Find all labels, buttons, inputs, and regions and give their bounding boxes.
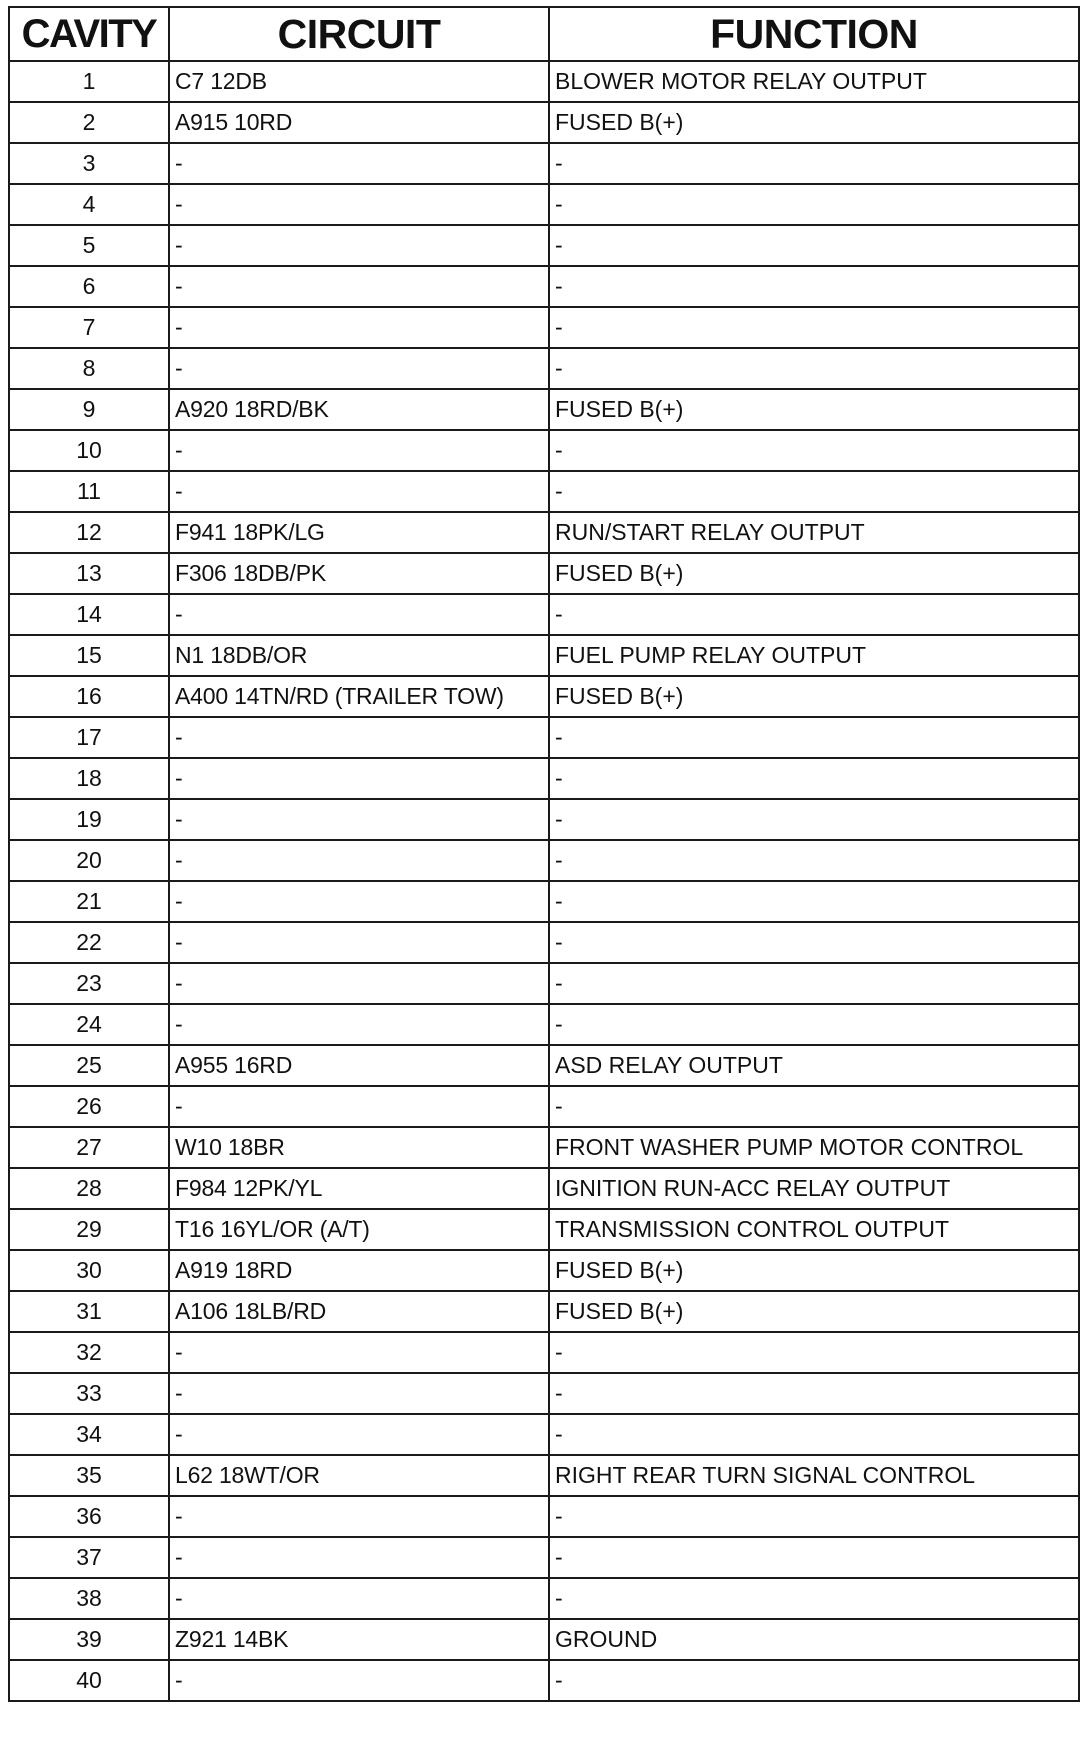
table-row [9, 1045, 1079, 1086]
table-row [9, 1209, 1079, 1250]
table-row [9, 963, 1079, 1004]
cavity-cell: 4 [9, 184, 169, 225]
cavity-cell: 9 [9, 389, 169, 430]
function-cell: - [549, 307, 1079, 348]
function-cell: - [549, 594, 1079, 635]
cavity-cell: 33 [9, 1373, 169, 1414]
table-row [9, 553, 1079, 594]
function-cell: FUSED B(+) [549, 1291, 1079, 1332]
cavity-cell: 32 [9, 1332, 169, 1373]
cavity-cell: 5 [9, 225, 169, 266]
circuit-cell: - [169, 348, 549, 389]
cavity-cell: 27 [9, 1127, 169, 1168]
circuit-cell: F941 18PK/LG [169, 512, 549, 553]
function-cell: - [549, 1414, 1079, 1455]
cavity-cell: 20 [9, 840, 169, 881]
table-row [9, 1578, 1079, 1619]
function-cell: FUSED B(+) [549, 1250, 1079, 1291]
circuit-cell: W10 18BR [169, 1127, 549, 1168]
cavity-cell: 11 [9, 471, 169, 512]
function-cell: GROUND [549, 1619, 1079, 1660]
cavity-cell: 39 [9, 1619, 169, 1660]
table-row [9, 717, 1079, 758]
function-cell: - [549, 840, 1079, 881]
circuit-cell: Z921 14BK [169, 1619, 549, 1660]
cavity-cell: 36 [9, 1496, 169, 1537]
cavity-cell: 31 [9, 1291, 169, 1332]
table-row [9, 225, 1079, 266]
function-cell: IGNITION RUN-ACC RELAY OUTPUT [549, 1168, 1079, 1209]
table-row [9, 1455, 1079, 1496]
cavity-cell: 22 [9, 922, 169, 963]
cavity-cell: 15 [9, 635, 169, 676]
cavity-cell: 38 [9, 1578, 169, 1619]
table-row [9, 1537, 1079, 1578]
function-cell: TRANSMISSION CONTROL OUTPUT [549, 1209, 1079, 1250]
cavity-cell: 30 [9, 1250, 169, 1291]
circuit-cell: - [169, 758, 549, 799]
cavity-cell: 7 [9, 307, 169, 348]
function-cell: - [549, 799, 1079, 840]
function-cell: - [549, 348, 1079, 389]
circuit-cell: - [169, 922, 549, 963]
function-cell: - [549, 471, 1079, 512]
function-cell: - [549, 717, 1079, 758]
circuit-cell: - [169, 266, 549, 307]
function-cell: - [549, 881, 1079, 922]
function-cell: - [549, 1086, 1079, 1127]
table-row [9, 1496, 1079, 1537]
circuit-cell: - [169, 1086, 549, 1127]
cavity-cell: 16 [9, 676, 169, 717]
table-row [9, 881, 1079, 922]
table-row [9, 266, 1079, 307]
circuit-cell: - [169, 963, 549, 1004]
cavity-cell: 34 [9, 1414, 169, 1455]
table-row [9, 307, 1079, 348]
circuit-cell: - [169, 1660, 549, 1701]
function-cell: - [549, 1496, 1079, 1537]
circuit-cell: - [169, 1414, 549, 1455]
column-header-function: FUNCTION [549, 7, 1079, 61]
circuit-cell: A106 18LB/RD [169, 1291, 549, 1332]
circuit-cell: - [169, 1004, 549, 1045]
cavity-cell: 6 [9, 266, 169, 307]
table-row [9, 430, 1079, 471]
table-row [9, 758, 1079, 799]
function-cell: - [549, 922, 1079, 963]
table-row [9, 1168, 1079, 1209]
function-cell: - [549, 1537, 1079, 1578]
function-cell: FRONT WASHER PUMP MOTOR CONTROL [549, 1127, 1079, 1168]
function-cell: - [549, 266, 1079, 307]
function-cell: FUSED B(+) [549, 676, 1079, 717]
circuit-cell: - [169, 471, 549, 512]
table-row [9, 389, 1079, 430]
cavity-cell: 3 [9, 143, 169, 184]
table-row [9, 348, 1079, 389]
table-row [9, 143, 1079, 184]
circuit-cell: A920 18RD/BK [169, 389, 549, 430]
cavity-cell: 21 [9, 881, 169, 922]
circuit-cell: - [169, 143, 549, 184]
table-row [9, 1291, 1079, 1332]
table-row [9, 676, 1079, 717]
table-row [9, 102, 1079, 143]
function-cell: ASD RELAY OUTPUT [549, 1045, 1079, 1086]
circuit-cell: - [169, 184, 549, 225]
cavity-cell: 28 [9, 1168, 169, 1209]
function-cell: - [549, 1660, 1079, 1701]
cavity-cell: 14 [9, 594, 169, 635]
function-cell: FUSED B(+) [549, 102, 1079, 143]
circuit-cell: - [169, 430, 549, 471]
table-row [9, 635, 1079, 676]
cavity-cell: 40 [9, 1660, 169, 1701]
function-cell: - [549, 225, 1079, 266]
cavity-cell: 35 [9, 1455, 169, 1496]
table-row [9, 840, 1079, 881]
table-row [9, 471, 1079, 512]
function-cell: RUN/START RELAY OUTPUT [549, 512, 1079, 553]
cavity-cell: 23 [9, 963, 169, 1004]
circuit-cell: - [169, 799, 549, 840]
circuit-cell: A915 10RD [169, 102, 549, 143]
function-cell: - [549, 143, 1079, 184]
table-row [9, 1660, 1079, 1701]
cavity-cell: 12 [9, 512, 169, 553]
cavity-cell: 25 [9, 1045, 169, 1086]
circuit-cell: A400 14TN/RD (TRAILER TOW) [169, 676, 549, 717]
function-cell: FUSED B(+) [549, 389, 1079, 430]
connector-pinout-table [8, 6, 1080, 1702]
column-header-circuit: CIRCUIT [169, 7, 549, 61]
circuit-cell: - [169, 1496, 549, 1537]
table-row [9, 594, 1079, 635]
function-cell: FUSED B(+) [549, 553, 1079, 594]
table-row [9, 799, 1079, 840]
table-row [9, 922, 1079, 963]
function-cell: - [549, 1373, 1079, 1414]
circuit-cell: - [169, 1373, 549, 1414]
table-row [9, 1414, 1079, 1455]
circuit-cell: F984 12PK/YL [169, 1168, 549, 1209]
circuit-cell: L62 18WT/OR [169, 1455, 549, 1496]
function-cell: - [549, 758, 1079, 799]
circuit-cell: - [169, 717, 549, 758]
cavity-cell: 8 [9, 348, 169, 389]
table-row [9, 61, 1079, 102]
function-cell: FUEL PUMP RELAY OUTPUT [549, 635, 1079, 676]
cavity-cell: 2 [9, 102, 169, 143]
cavity-cell: 13 [9, 553, 169, 594]
table-row [9, 1086, 1079, 1127]
function-cell: RIGHT REAR TURN SIGNAL CONTROL [549, 1455, 1079, 1496]
circuit-cell: - [169, 881, 549, 922]
cavity-cell: 37 [9, 1537, 169, 1578]
function-cell: - [549, 184, 1079, 225]
cavity-cell: 17 [9, 717, 169, 758]
circuit-cell: - [169, 1332, 549, 1373]
table-row [9, 512, 1079, 553]
circuit-cell: - [169, 840, 549, 881]
circuit-cell: T16 16YL/OR (A/T) [169, 1209, 549, 1250]
circuit-cell: - [169, 1537, 549, 1578]
cavity-cell: 1 [9, 61, 169, 102]
table-body [9, 61, 1079, 1701]
cavity-cell: 19 [9, 799, 169, 840]
circuit-cell: - [169, 1578, 549, 1619]
function-cell: - [549, 1004, 1079, 1045]
function-cell: BLOWER MOTOR RELAY OUTPUT [549, 61, 1079, 102]
cavity-cell: 10 [9, 430, 169, 471]
table-row [9, 1373, 1079, 1414]
circuit-cell: - [169, 225, 549, 266]
circuit-cell: C7 12DB [169, 61, 549, 102]
table-row [9, 184, 1079, 225]
circuit-cell: A919 18RD [169, 1250, 549, 1291]
cavity-cell: 29 [9, 1209, 169, 1250]
table-row [9, 1250, 1079, 1291]
function-cell: - [549, 963, 1079, 1004]
cavity-cell: 18 [9, 758, 169, 799]
function-cell: - [549, 1332, 1079, 1373]
circuit-cell: F306 18DB/PK [169, 553, 549, 594]
table-row [9, 1332, 1079, 1373]
circuit-cell: A955 16RD [169, 1045, 549, 1086]
cavity-cell: 24 [9, 1004, 169, 1045]
function-cell: - [549, 1578, 1079, 1619]
table-row [9, 1004, 1079, 1045]
circuit-cell: N1 18DB/OR [169, 635, 549, 676]
circuit-cell: - [169, 594, 549, 635]
circuit-cell: - [169, 307, 549, 348]
function-cell: - [549, 430, 1079, 471]
cavity-cell: 26 [9, 1086, 169, 1127]
column-header-cavity: CAVITY [9, 7, 169, 61]
table-row [9, 1619, 1079, 1660]
header-row [9, 7, 1079, 61]
table-row [9, 1127, 1079, 1168]
